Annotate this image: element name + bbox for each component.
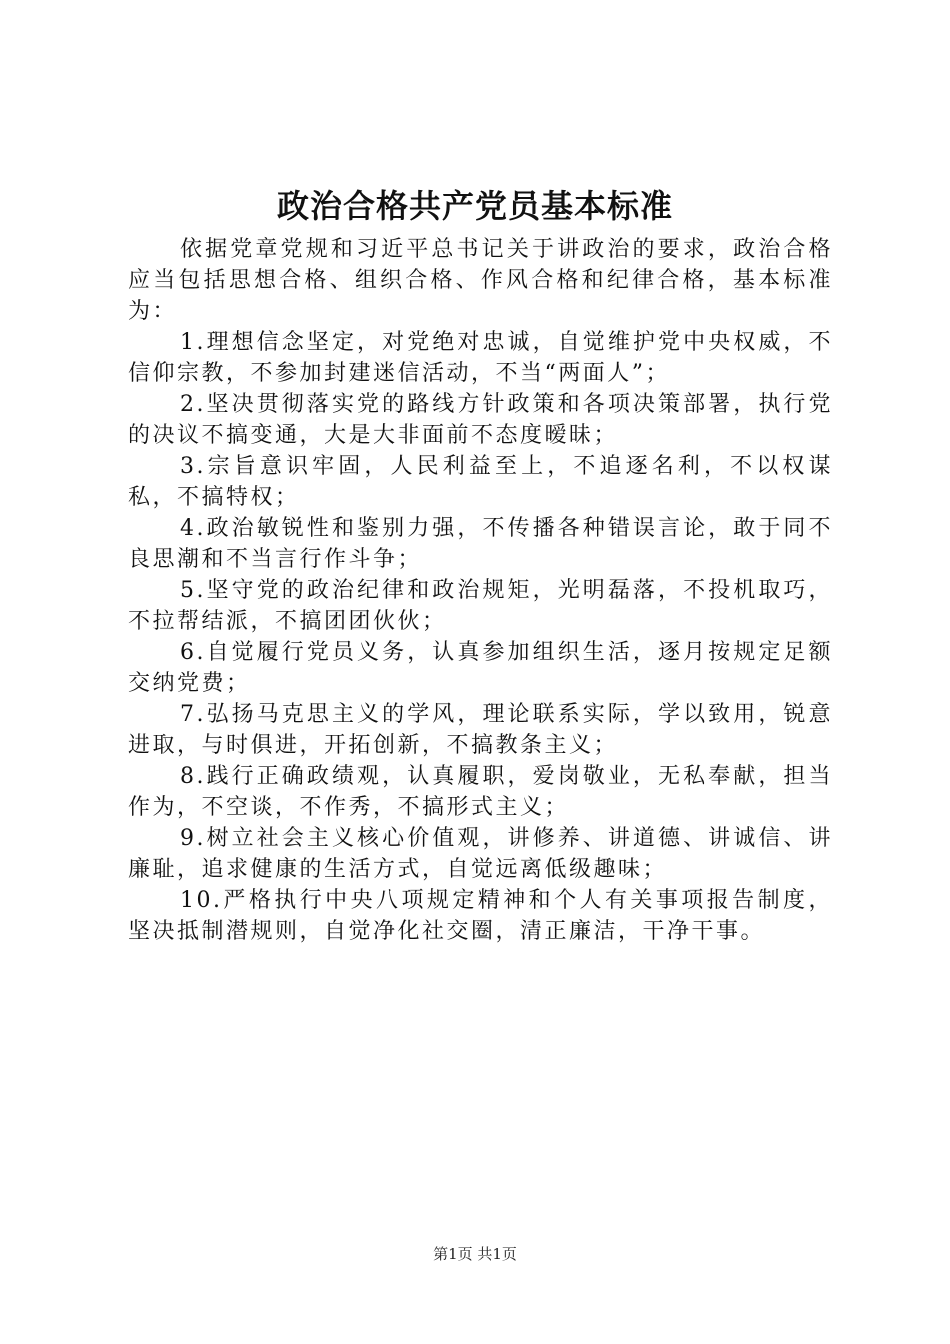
standard-item-8: 8.践行正确政绩观，认真履职，爱岗敬业，无私奉献，担当作为，不空谈，不作秀，不搞形式主义； <box>128 764 833 820</box>
standard-item-6: 6.自觉履行党员义务，认真参加组织生活，逐月按规定足额交纳党费； <box>128 640 833 696</box>
standard-item-1: 1.理想信念坚定，对党绝对忠诚，自觉维护党中央权威，不信仰宗教，不参加封建迷信活动，不当“两面人”； <box>128 330 833 386</box>
document-title: 政治合格共产党员基本标准 <box>276 187 673 225</box>
standard-item-10: 10.严格执行中央八项规定精神和个人有关事项报告制度，坚决抵制潜规则，自觉净化社交圈，清正廉洁，干净干事。 <box>128 888 833 944</box>
standard-item-4: 4.政治敏锐性和鉴别力强，不传播各种错误言论，敢于同不良思潮和不当言行作斗争； <box>128 516 833 572</box>
standard-item-2: 2.坚决贯彻落实党的路线方针政策和各项决策部署，执行党的决议不搞变通，大是大非面前不态度暧昧； <box>128 392 833 448</box>
standard-item-5: 5.坚守党的政治纪律和政治规矩，光明磊落，不投机取巧，不拉帮结派，不搞团团伙伙； <box>128 578 833 634</box>
page-number-footer: 第1页 共1页 <box>433 1245 517 1263</box>
standard-item-9: 9.树立社会主义核心价值观，讲修养、讲道德、讲诚信、讲廉耻，追求健康的生活方式，自觉远离低级趣味； <box>128 826 833 882</box>
standard-item-3: 3.宗旨意识牢固，人民利益至上，不追逐名利，不以权谋私，不搞特权； <box>128 454 833 510</box>
document-body <box>128 234 833 947</box>
standard-item-7: 7.弘扬马克思主义的学风，理论联系实际，学以致用，锐意进取，与时俱进，开拓创新，不搞教条主义； <box>128 702 833 758</box>
intro-paragraph: 依据党章党规和习近平总书记关于讲政治的要求，政治合格应当包括思想合格、组织合格、作风合格和纪律合格，基本标准为： <box>128 237 833 324</box>
